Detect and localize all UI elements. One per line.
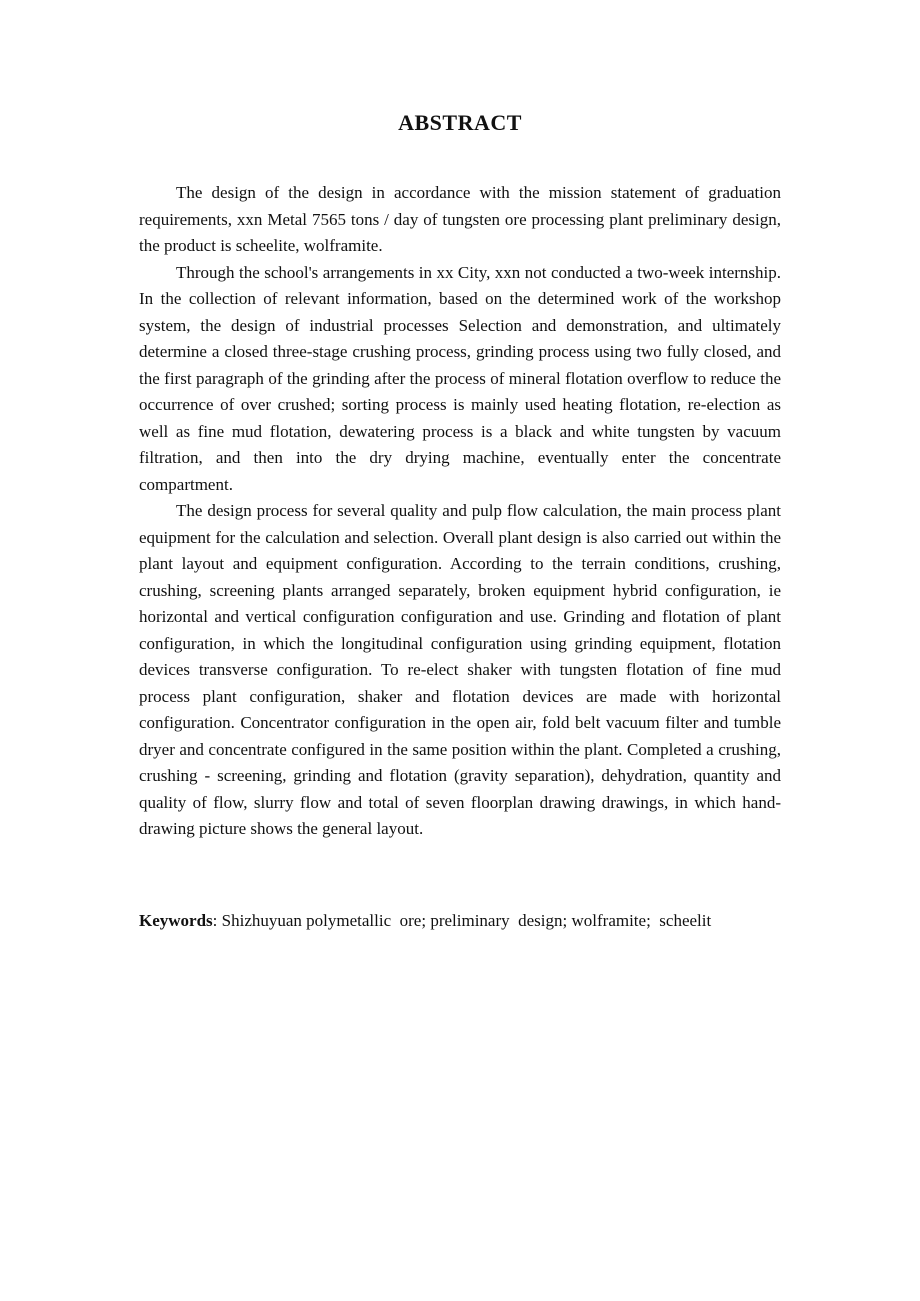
abstract-paragraph-1: The design of the design in accordance with the mission statement of graduation requirements, xxn Metal 7565 tons / day of tungsten ore processing plant preliminary design, the product is scheelite, wolframite. xyxy=(139,183,781,255)
abstract-paragraph-2: Through the school's arrangements in xx City, xxn not conducted a two-week internship. In the collection of relevant information, based on the determined work of the workshop system, the design of industrial processes Selection and demonstration, and ultimately determine a closed three-stage crushing process, grinding process using two fully closed, and the first paragraph of the grinding after the process of mineral flotation overflow to reduce the occurrence of over crushed; sorting process is mainly used heating flotation, re-election as well as fine mud flotation, dewatering process is a black and white tungsten by vacuum filtration, and then into the dry drying machine, eventually enter the concentrate compartment. xyxy=(139,262,781,494)
keywords-value: Shizhuyuan polymetallic ore; preliminary design; wolframite; scheelit xyxy=(221,911,712,930)
document-title: ABSTRACT xyxy=(398,110,522,135)
abstract-paragraph-3: The design process for several quality and pulp flow calculation, the main process plant equipment for the calculation and selection. Overall plant design is also carried out within the plant layout and equipment configuration. According to the terrain conditions, crushing, crushing, screening plants arranged separately, broken equipment hybrid configuration, ie horizontal and vertical configuration configuration and use. Grinding and flotation of plant configuration, in which the longitudinal configuration using grinding equipment, flotation devices transverse configuration. To re-elect shaker with tungsten flotation of fine mud process plant configuration, shaker and flotation devices are made with horizontal configuration. Concentrator configuration in the open air, fold belt vacuum filter and tumble dryer and concentrate configured in the same position within the plant. Completed a crushing, crushing - screening, grinding and flotation (gravity separation), dehydration, quantity and quality of flow, slurry flow and total of seven floorplan drawing drawings, in which hand-drawing picture shows the general layout. xyxy=(139,501,781,838)
abstract-body xyxy=(139,180,781,843)
keywords-line xyxy=(139,908,839,934)
keywords-separator: : xyxy=(212,911,222,930)
keywords-label: Keywords xyxy=(139,911,213,930)
